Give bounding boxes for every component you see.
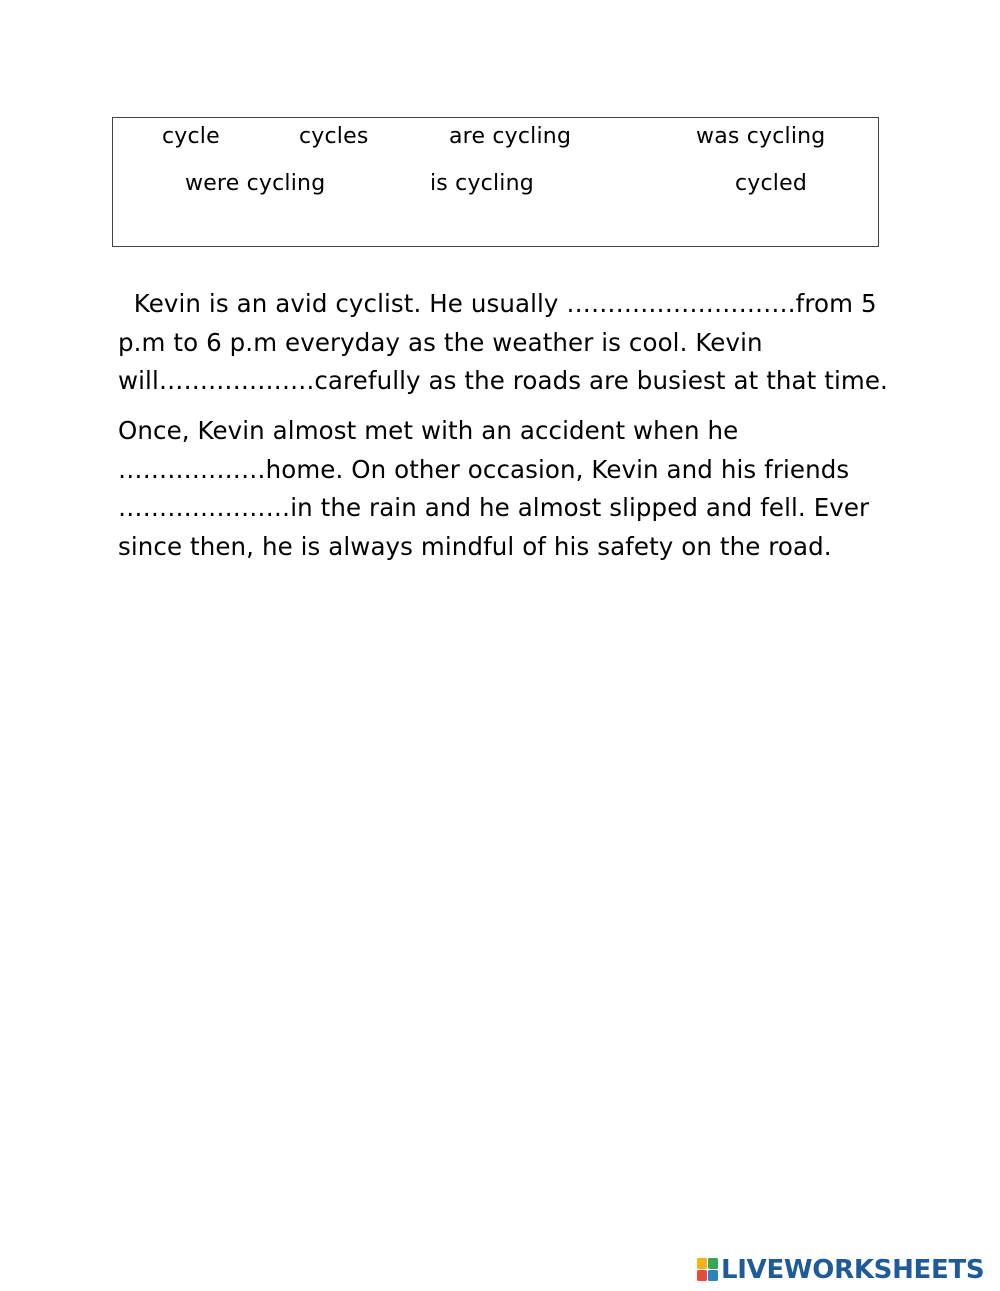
passage-line: …………………in the rain and he almost slipped and fell. Ever [118, 493, 870, 522]
passage-line: Kevin is an avid cyclist. He usually ……………………….from 5 [118, 289, 877, 318]
word-bank-item: cycles [299, 124, 369, 149]
passage-paragraph-2 [118, 412, 869, 566]
word-bank-item: cycle [162, 124, 220, 149]
word-bank-item: cycled [735, 171, 808, 196]
passage-line: will……………….carefully as the roads are busiest at that time. [118, 366, 888, 395]
liveworksheets-logo [697, 1254, 984, 1286]
word-bank-item: is cycling [430, 171, 534, 196]
word-bank-item: were cycling [185, 171, 326, 196]
passage-line: Once, Kevin almost met with an accident when he [118, 416, 739, 445]
liveworksheets-logo-icon [697, 1258, 719, 1282]
word-bank-item: are cycling [449, 124, 572, 149]
passage-paragraph-1 [118, 285, 888, 401]
liveworksheets-logo-text: LIVEWORKSHEETS [721, 1255, 985, 1285]
passage-line: since then, he is always mindful of his safety on the road. [118, 531, 832, 561]
word-bank-box [112, 117, 879, 247]
word-bank-item: was cycling [696, 124, 826, 149]
passage-line: p.m to 6 p.m everyday as the weather is cool. Kevin [118, 327, 763, 357]
passage-line: ………………home. On other occasion, Kevin and his friends [118, 454, 850, 484]
